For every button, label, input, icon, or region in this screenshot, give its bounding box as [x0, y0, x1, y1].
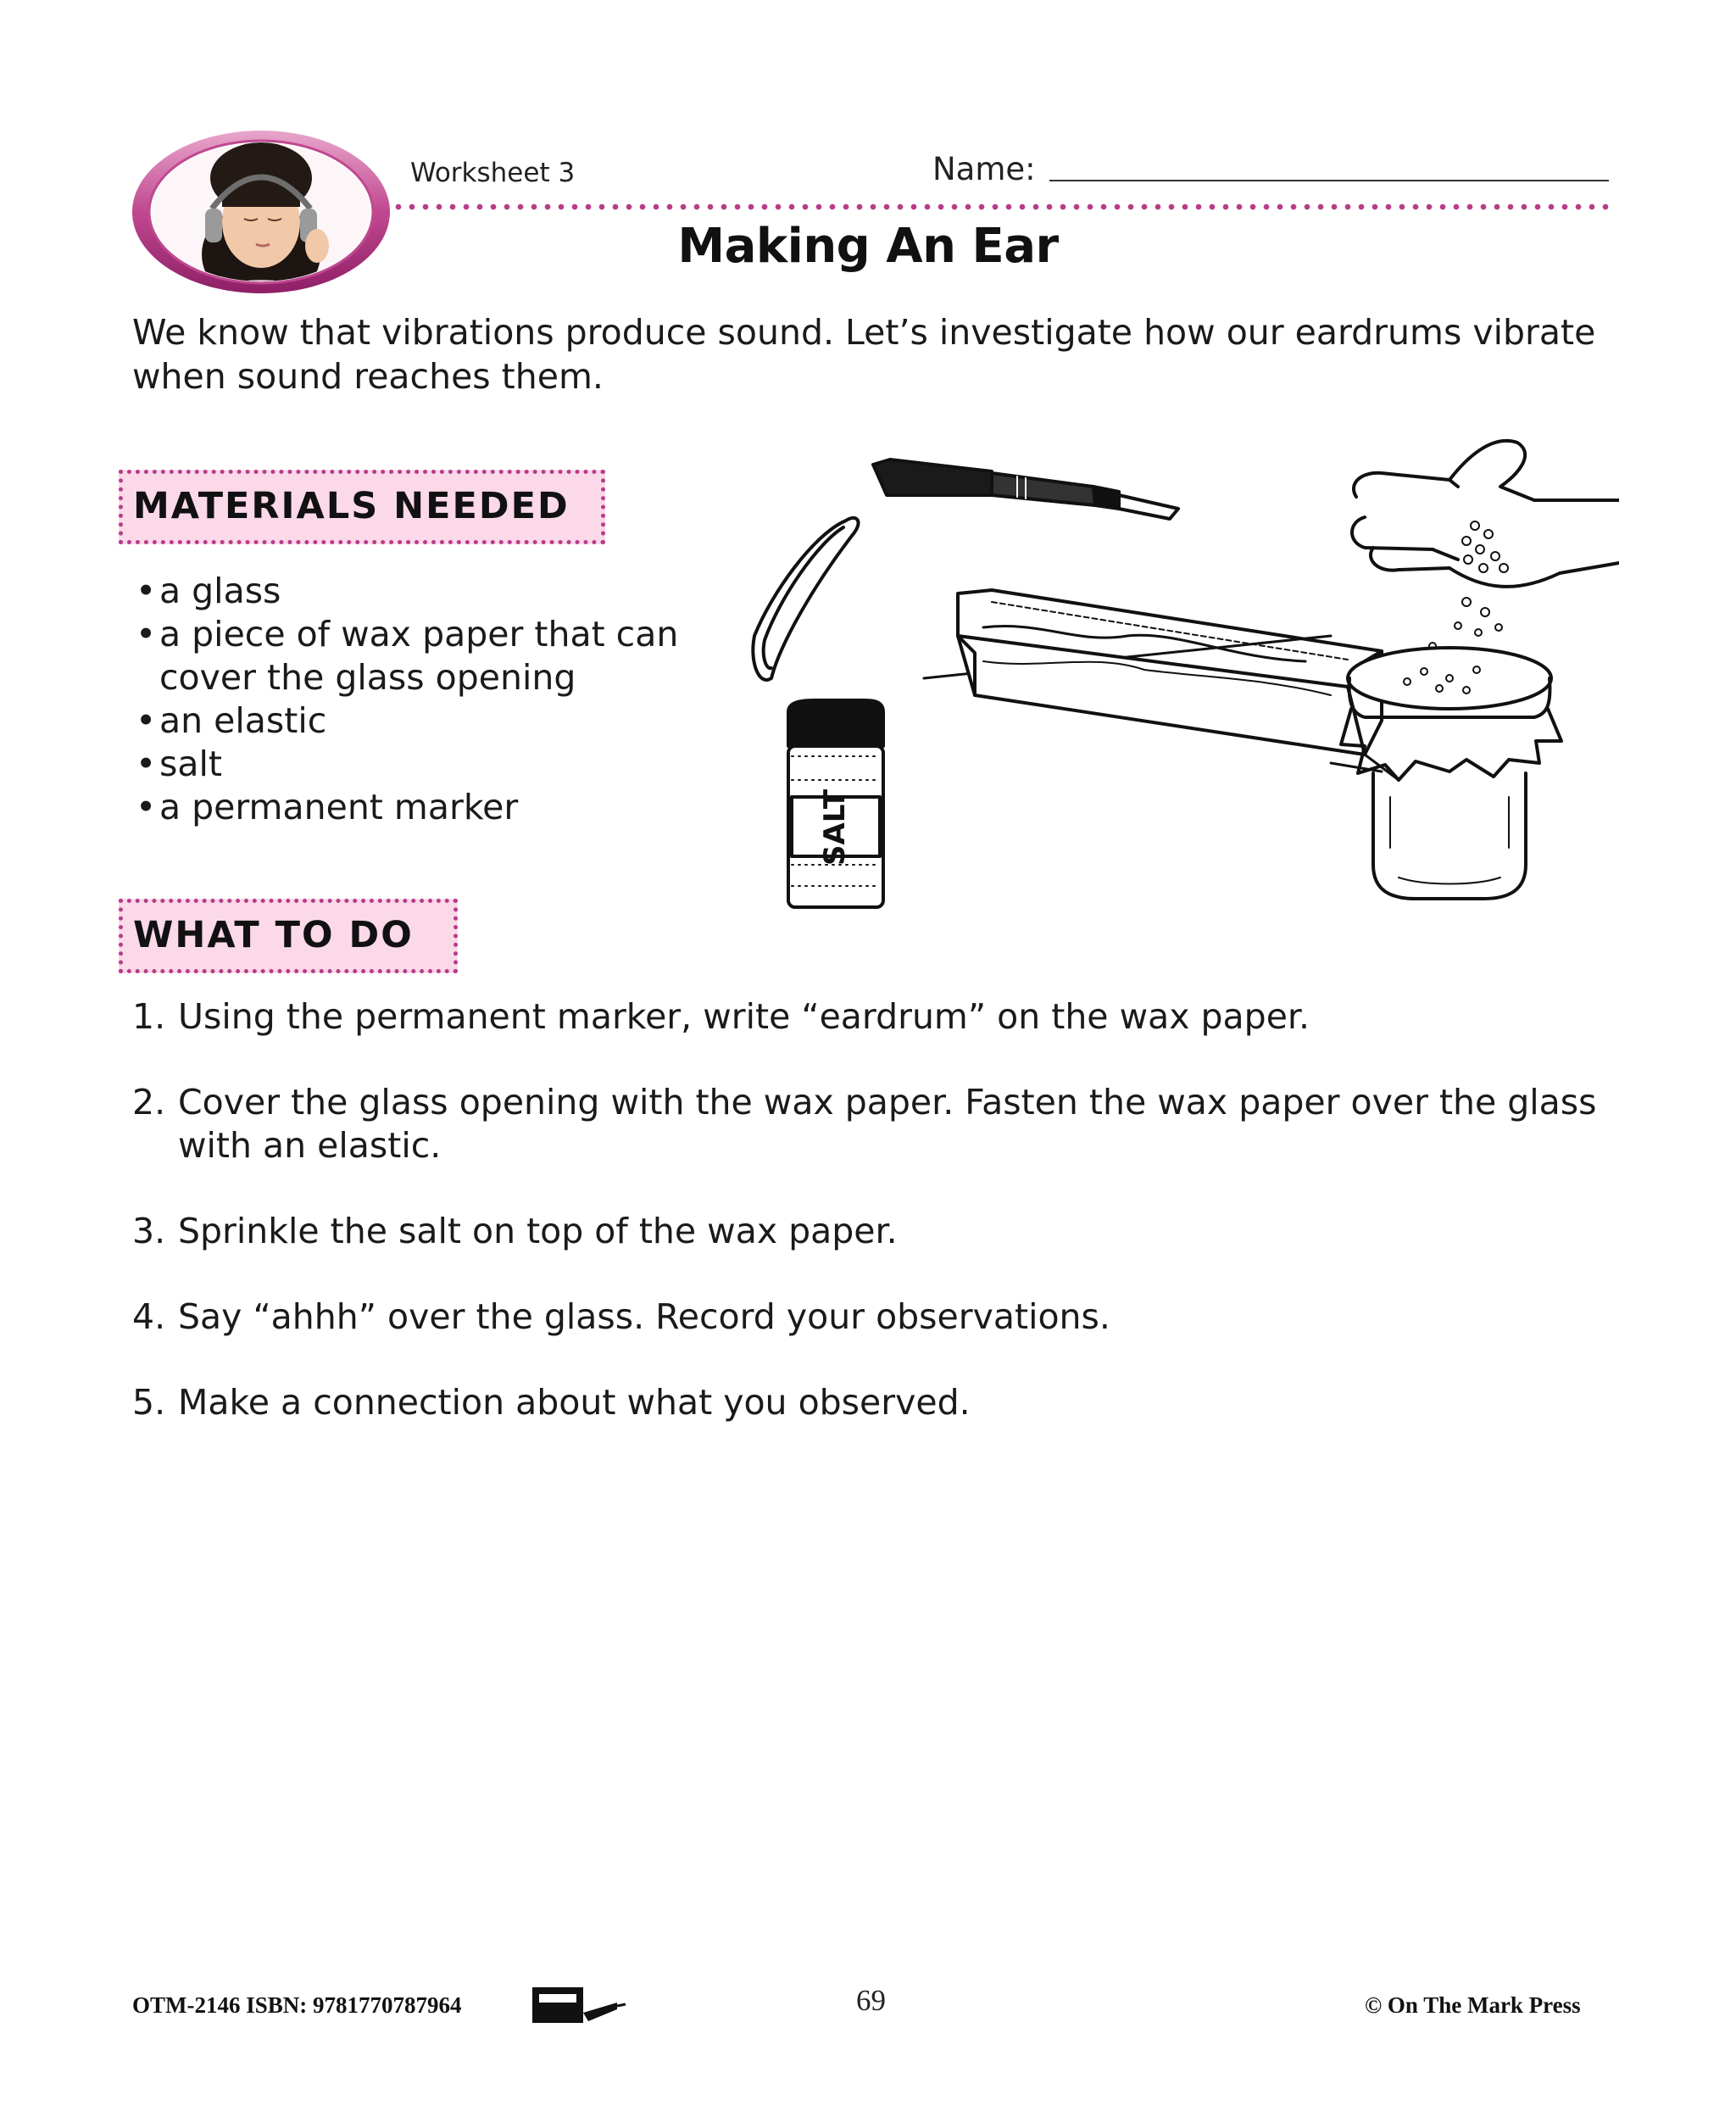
materials-list: [136, 570, 695, 829]
wax-paper-box-icon: [924, 590, 1399, 780]
list-item: [132, 1381, 1624, 1424]
step-number: 4.: [132, 1296, 166, 1337]
name-label: Name:: [932, 151, 1036, 187]
material-text: a piece of wax paper that can cover the glass opening: [159, 614, 679, 698]
list-item: [132, 1081, 1624, 1167]
footer-copyright: © On The Mark Press: [1365, 1992, 1581, 2018]
page-number: 69: [856, 1984, 886, 2017]
step-text: Cover the glass opening with the wax paper. Fasten the wax paper over the glass with an elastic.: [178, 1082, 1597, 1166]
list-item: [136, 743, 695, 786]
list-item: [132, 995, 1624, 1039]
material-text: salt: [159, 744, 222, 784]
material-text: a permanent marker: [159, 787, 519, 827]
salt-grains-icon: [1429, 521, 1508, 665]
steps-list: [132, 995, 1624, 1467]
what-to-do-heading: [119, 899, 458, 973]
materials-heading-text: MATERIALS NEEDED: [133, 485, 570, 527]
list-item: [136, 613, 695, 699]
bullet-icon: •: [136, 571, 157, 611]
list-item: [132, 1210, 1624, 1253]
materials-heading: [119, 470, 605, 544]
bullet-icon: •: [136, 744, 157, 784]
glass-jar-icon: [1341, 648, 1561, 899]
material-text: a glass: [159, 571, 281, 611]
elastic-band-icon: [753, 518, 858, 680]
dotted-divider: [392, 203, 1611, 210]
step-text: Sprinkle the salt on top of the wax paper.: [178, 1211, 898, 1251]
material-text: an elastic: [159, 700, 327, 741]
marker-icon: [873, 460, 1178, 519]
list-item: [136, 786, 695, 829]
list-item: [136, 570, 695, 613]
bullet-icon: •: [136, 787, 157, 827]
step-number: 5.: [132, 1382, 166, 1423]
publisher-logo-icon: [529, 1981, 629, 2028]
step-number: 2.: [132, 1082, 166, 1123]
list-item: [132, 1295, 1624, 1339]
materials-illustration: [721, 424, 1619, 916]
page-title: Making An Ear: [677, 219, 1059, 274]
worksheet-label: Worksheet 3: [410, 158, 576, 188]
intro-paragraph: We know that vibrations produce sound. Let’s investigate how our eardrums vibrate when sound reaches them.: [132, 312, 1596, 397]
what-to-do-heading-text: WHAT TO DO: [133, 914, 414, 956]
step-number: 3.: [132, 1211, 166, 1251]
step-number: 1.: [132, 996, 166, 1037]
bullet-icon: •: [136, 700, 157, 741]
list-item: [136, 699, 695, 743]
footer-isbn: OTM-2146 ISBN: 9781770787964: [132, 1992, 462, 2018]
step-text: Say “ahhh” over the glass. Record your observations.: [178, 1296, 1110, 1337]
step-text: Make a connection about what you observed.: [178, 1382, 971, 1423]
salt-label: SALT: [818, 788, 852, 866]
step-text: Using the permanent marker, write “eardrum” on the wax paper.: [178, 996, 1310, 1037]
bullet-icon: •: [136, 614, 157, 655]
name-input-line[interactable]: [1049, 180, 1609, 181]
